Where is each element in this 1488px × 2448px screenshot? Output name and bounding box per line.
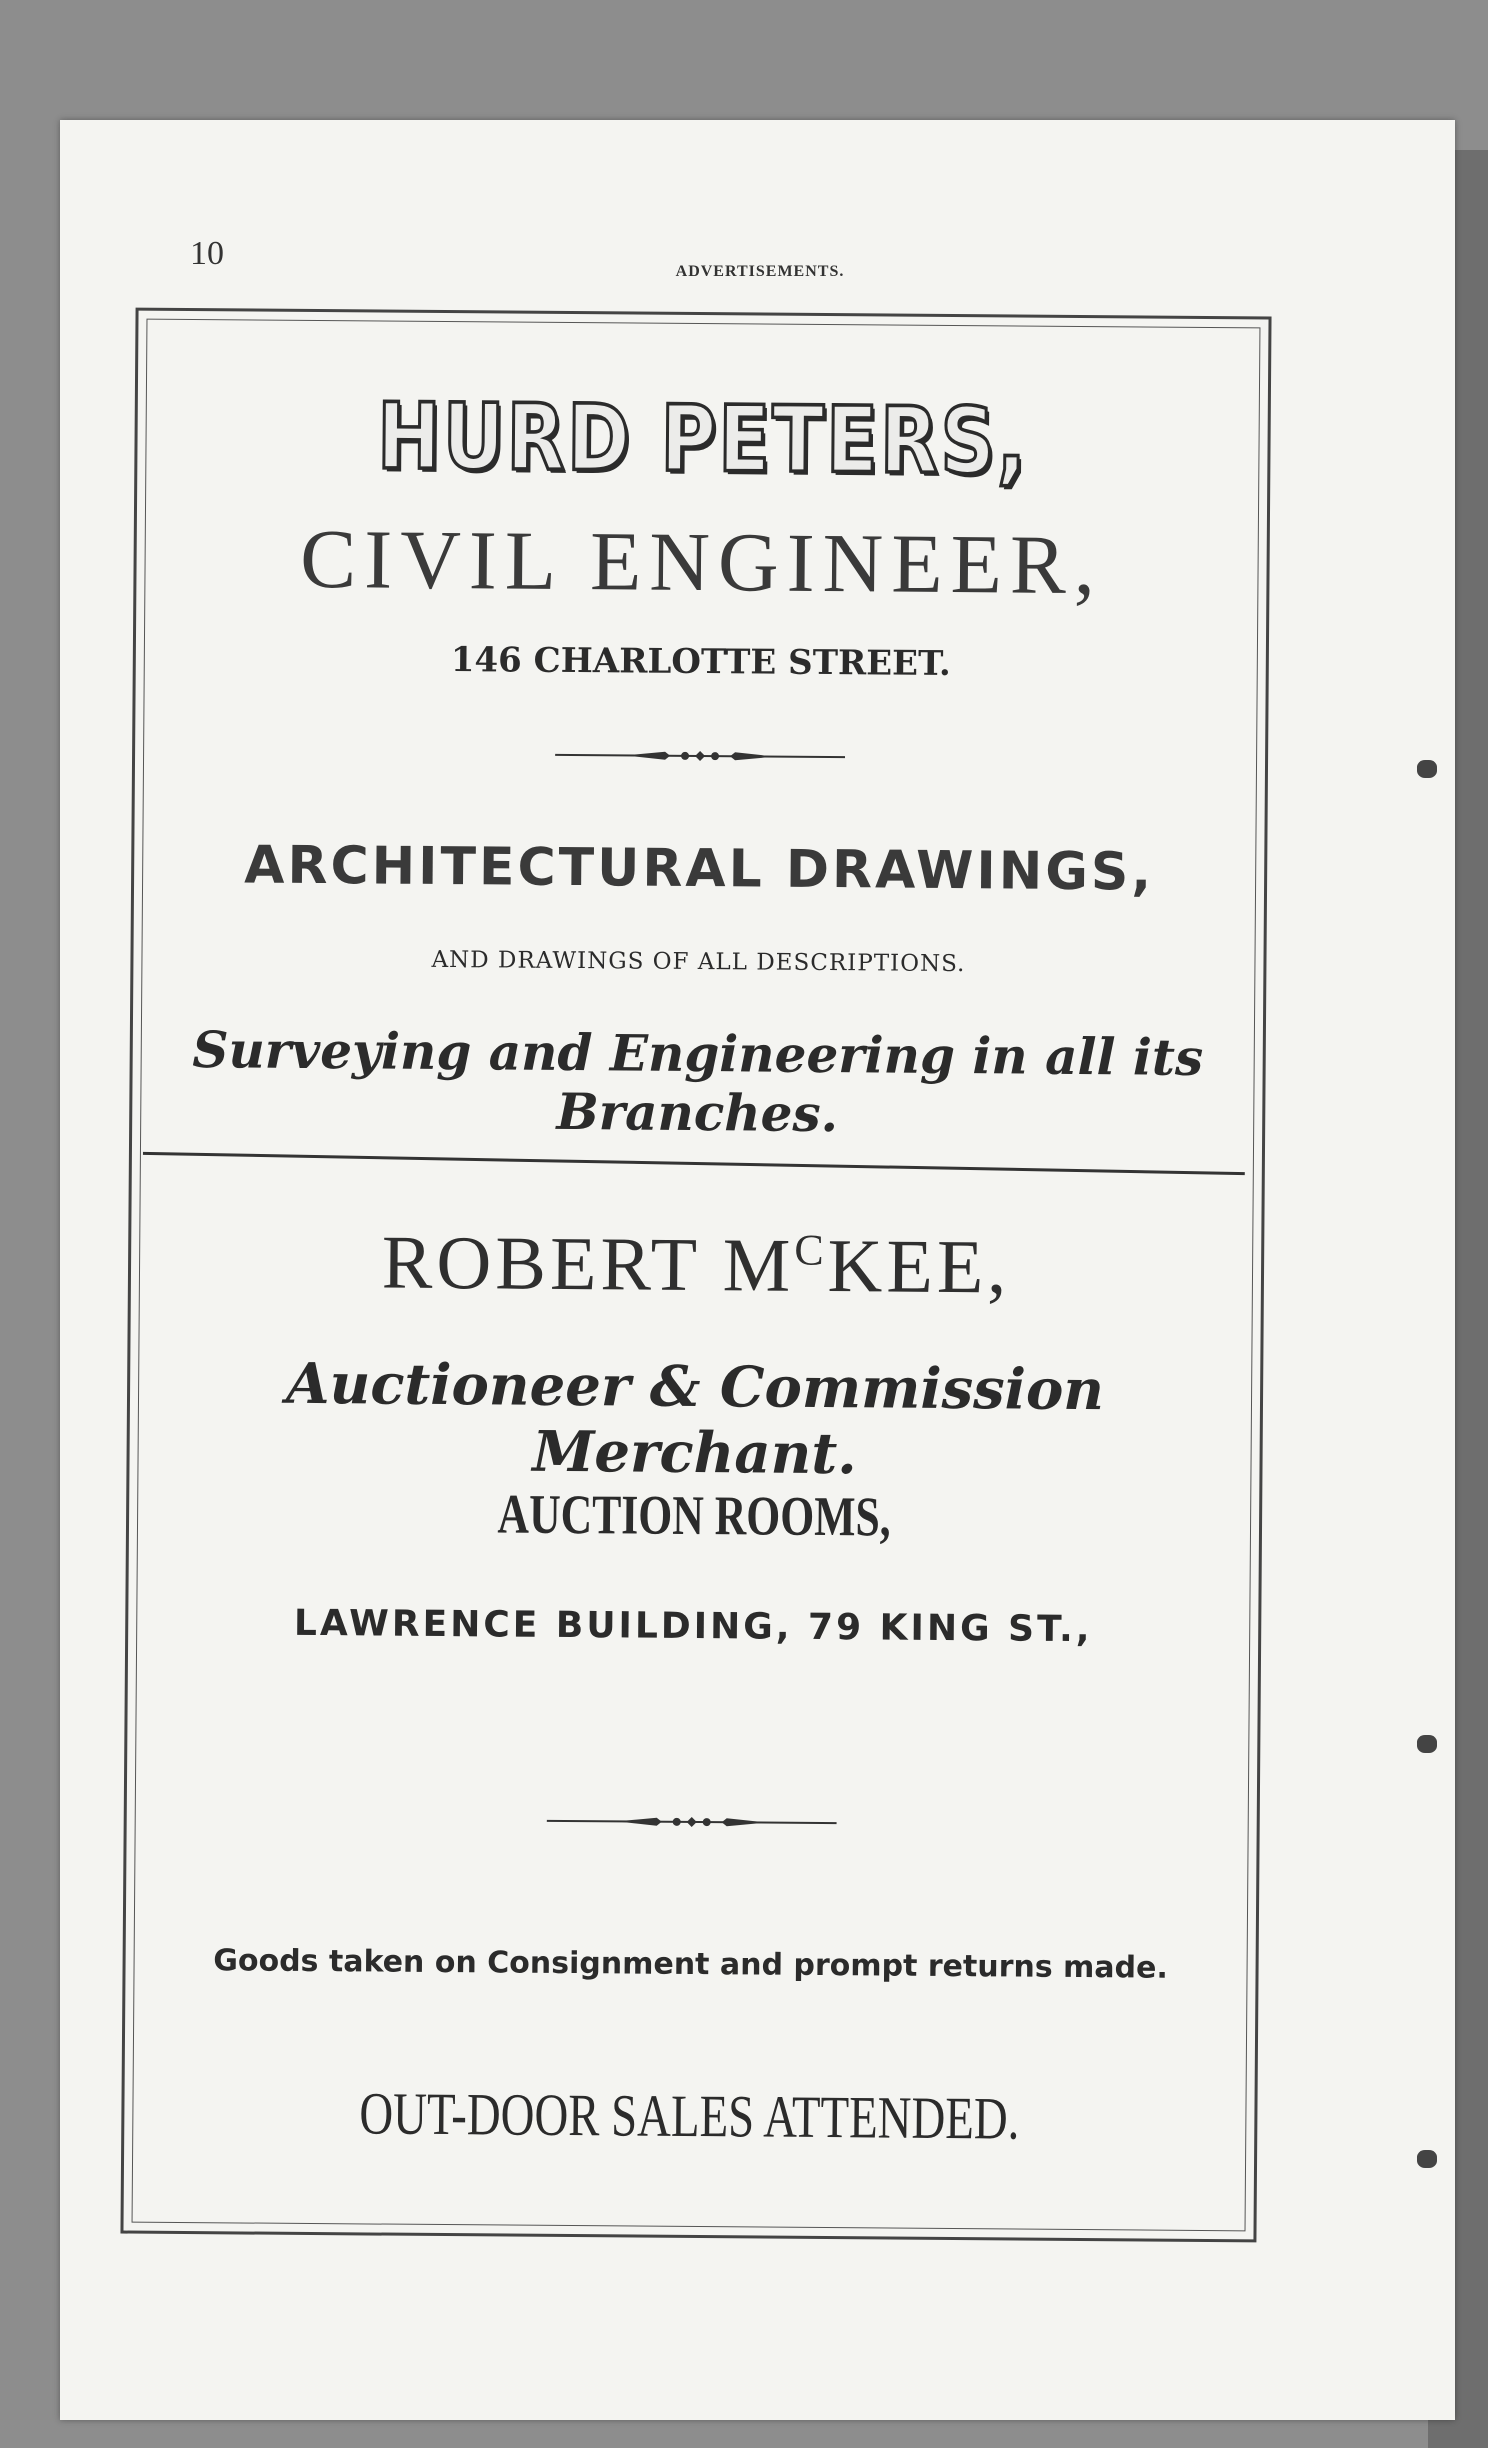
binding-mark (1417, 2150, 1437, 2168)
ornamental-rule-2 (547, 1811, 837, 1833)
page-number: 10 (190, 235, 224, 272)
hurd-peters-address: 146 CHARLOTTE STREET. (450, 640, 951, 684)
running-head: ADVERTISEMENTS. (675, 263, 845, 280)
name-prefix: ROBERT M (381, 1220, 795, 1308)
outdoor-sales: OUT-DOOR SALES ATTENDED. (359, 2080, 1020, 2152)
name-suffix: KEE, (827, 1224, 1011, 1310)
binding-mark (1417, 760, 1437, 778)
ornamental-rule-1 (555, 745, 845, 767)
auction-rooms: AUCTION ROOMS, (497, 1483, 891, 1549)
advertisement-frame (120, 308, 1271, 2243)
architectural-drawings-headline: ARCHITECTURAL DRAWINGS, (243, 835, 1155, 903)
robert-mckee-profession: Auctioneer & Commission Merchant. (285, 1350, 1105, 1488)
advertisement-frame-inner (132, 319, 1261, 2232)
section-divider (143, 1152, 1245, 1175)
consignment-note: Goods taken on Consignment and prompt returns made. (213, 1943, 1168, 1986)
lawrence-building-address: LAWRENCE BUILDING, 79 KING ST., (293, 1602, 1093, 1651)
hurd-peters-profession: CIVIL ENGINEER, (299, 512, 1104, 613)
name-superscript: C (794, 1225, 828, 1275)
robert-mckee-name (140, 1218, 1253, 1314)
hurd-peters-name: HURD PETERS, (376, 382, 1029, 495)
surveying-tagline: Surveying and Engineering in all its Branches. (192, 1020, 1204, 1144)
all-drawings-subline: AND DRAWINGS OF ALL DESCRIPTIONS. (431, 946, 966, 978)
binding-mark (1417, 1735, 1437, 1753)
